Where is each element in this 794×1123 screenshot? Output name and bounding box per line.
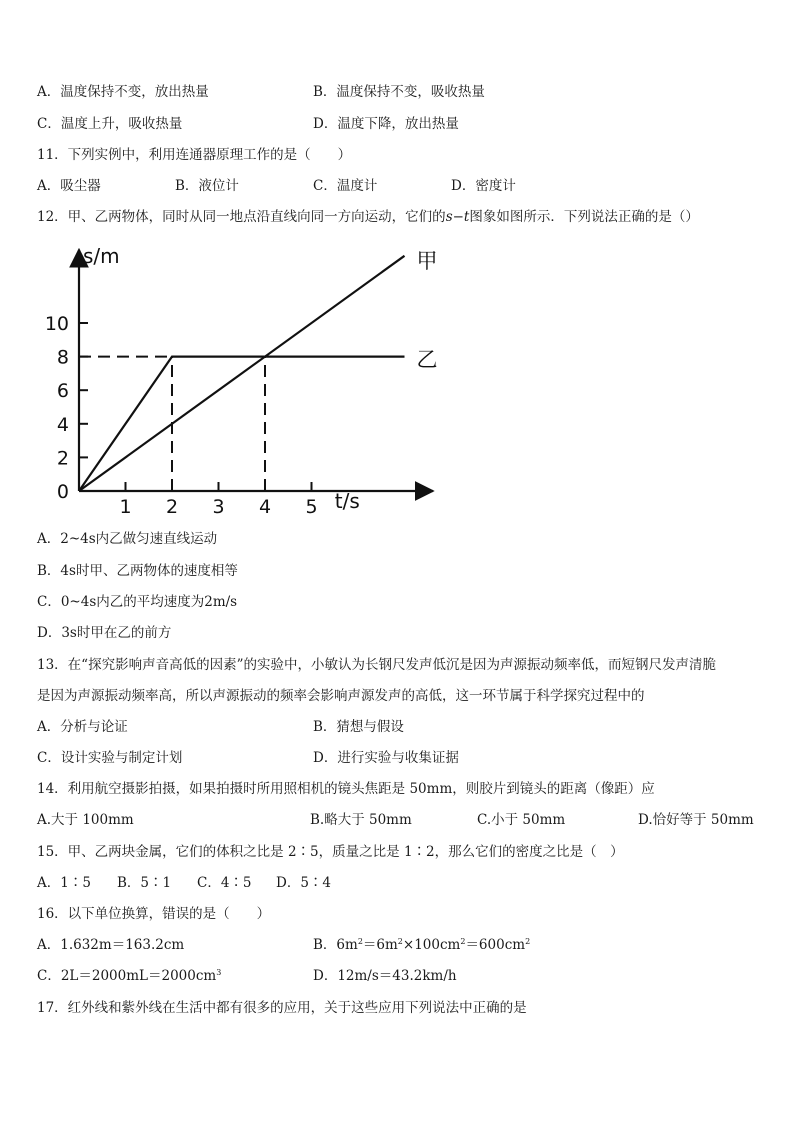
series-label-1: 甲 (416, 248, 438, 273)
q15-option-c: C．4∶5 (197, 875, 252, 891)
q16-b-part4: ＝600cm (465, 937, 526, 953)
q16-option-a: A．1.632m＝163.2cm (37, 937, 185, 953)
q11-stem: 11．下列实例中，利用连通器原理工作的是（ ） (37, 147, 352, 163)
y-tick-label: 6 (56, 380, 69, 403)
s-t-graph (28, 243, 438, 518)
q13-option-a: A．分析与论证 (37, 719, 128, 735)
x-tick-label: 1 (119, 496, 132, 518)
series-label-2: 乙 (416, 347, 438, 372)
q15-option-a: A．1∶5 (37, 875, 91, 891)
x-tick-label: 5 (305, 496, 318, 518)
q16-b-sup2: 2 (397, 937, 403, 946)
y-axis-label: s/m (83, 243, 120, 268)
q12-option-c: C．0~4s内乙的平均速度为2m/s (37, 594, 238, 610)
q14-stem: 14．利用航空摄影拍摄，如果拍摄时所用照相机的镜头焦距是 50mm，则胶片到镜头的距离（像距）应 (37, 781, 655, 797)
q11-option-a: A．吸尘器 (37, 178, 101, 194)
y-tick-label: 8 (56, 346, 69, 369)
q13-option-d: D．进行实验与收集证据 (313, 750, 459, 766)
q17-stem: 17．红外线和紫外线在生活中都有很多的应用，关于这些应用下列说法中正确的是 (37, 1000, 527, 1016)
q16-stem: 16．以下单位换算，错误的是（ ） (37, 906, 271, 922)
q16-b-part3: ×100cm (402, 937, 461, 953)
q13-option-b: B．猜想与假设 (313, 719, 404, 735)
q16-option-d: D．12m/s＝43.2km/h (313, 968, 457, 984)
q16-b-part2: ＝6m (362, 937, 398, 953)
q12-option-b: B．4s时甲、乙两物体的速度相等 (37, 563, 238, 579)
y-tick-label: 10 (44, 313, 69, 335)
q10-option-d: D．温度下降，放出热量 (313, 116, 459, 132)
q16-b-sup4: 2 (525, 937, 531, 946)
q10-option-a: A．温度保持不变，放出热量 (37, 84, 209, 100)
q11-option-c: C．温度计 (313, 178, 378, 194)
y-tick-label: 0 (56, 481, 69, 503)
q10-option-c: C．温度上升，吸收热量 (37, 116, 183, 132)
y-tick-label: 2 (56, 447, 69, 470)
q15-option-b: B．5∶1 (117, 875, 172, 891)
q13-option-c: C．设计实验与制定计划 (37, 750, 183, 766)
q16-option-b (313, 936, 530, 954)
q12-stem (37, 208, 699, 226)
q12-option-d: D．3s时甲在乙的前方 (37, 625, 172, 641)
q16-b-sup3: 2 (460, 937, 466, 946)
x-axis-label: t/s (334, 489, 360, 513)
q16-c-text: C．2L＝2000mL＝2000cm (37, 968, 217, 984)
q14-option-b: B.略大于 50mm (310, 812, 412, 828)
q16-b-sup1: 2 (357, 937, 363, 946)
q16-option-c (37, 967, 221, 985)
x-tick-label: 4 (258, 496, 272, 518)
q16-c-sup: 3 (216, 968, 222, 977)
q14-option-c: C.小于 50mm (477, 812, 566, 828)
q13-stem-line1: 13．在“探究影响声音高低的因素”的实验中，小敏认为长钢尺发声低沉是因为声源振动频率低，而短钢尺发声清脆 (37, 657, 716, 673)
series-lines (79, 256, 405, 491)
q16-b-part1: B．6m (313, 937, 358, 953)
q11-option-b: B．液位计 (175, 178, 239, 194)
x-tick-label: 2 (165, 496, 179, 518)
series-labels (417, 249, 438, 372)
series-line-2 (79, 357, 405, 491)
q12-stem-after: 图象如图所示．下列说法正确的是（） (469, 209, 699, 225)
q11-option-d: D．密度计 (451, 178, 516, 194)
y-tick-label: 4 (56, 413, 69, 436)
q10-option-b: B．温度保持不变，吸收热量 (313, 84, 485, 100)
q14-option-a: A.大于 100mm (37, 812, 134, 828)
q13-stem-line2: 是因为声源振动频率高，所以声源振动的频率会影响声源发声的高低，这一环节属于科学探究过程中的 (37, 688, 645, 704)
q12-stem-before: 12．甲、乙两物体，同时从同一地点沿直线向同一方向运动，它们的 (37, 209, 446, 225)
q12-stem-variable: s−t (445, 209, 470, 225)
series-line-1 (79, 256, 405, 491)
q15-option-d: D．5∶4 (276, 875, 332, 891)
q15-stem: 15．甲、乙两块金属，它们的体积之比是 2∶5，质量之比是 1∶2，那么它们的密度之比是（ ） (37, 844, 624, 860)
q12-option-a: A．2~4s内乙做匀速直线运动 (37, 531, 218, 547)
x-tick-label: 3 (212, 496, 225, 518)
q14-option-d: D.恰好等于 50mm (638, 812, 754, 828)
